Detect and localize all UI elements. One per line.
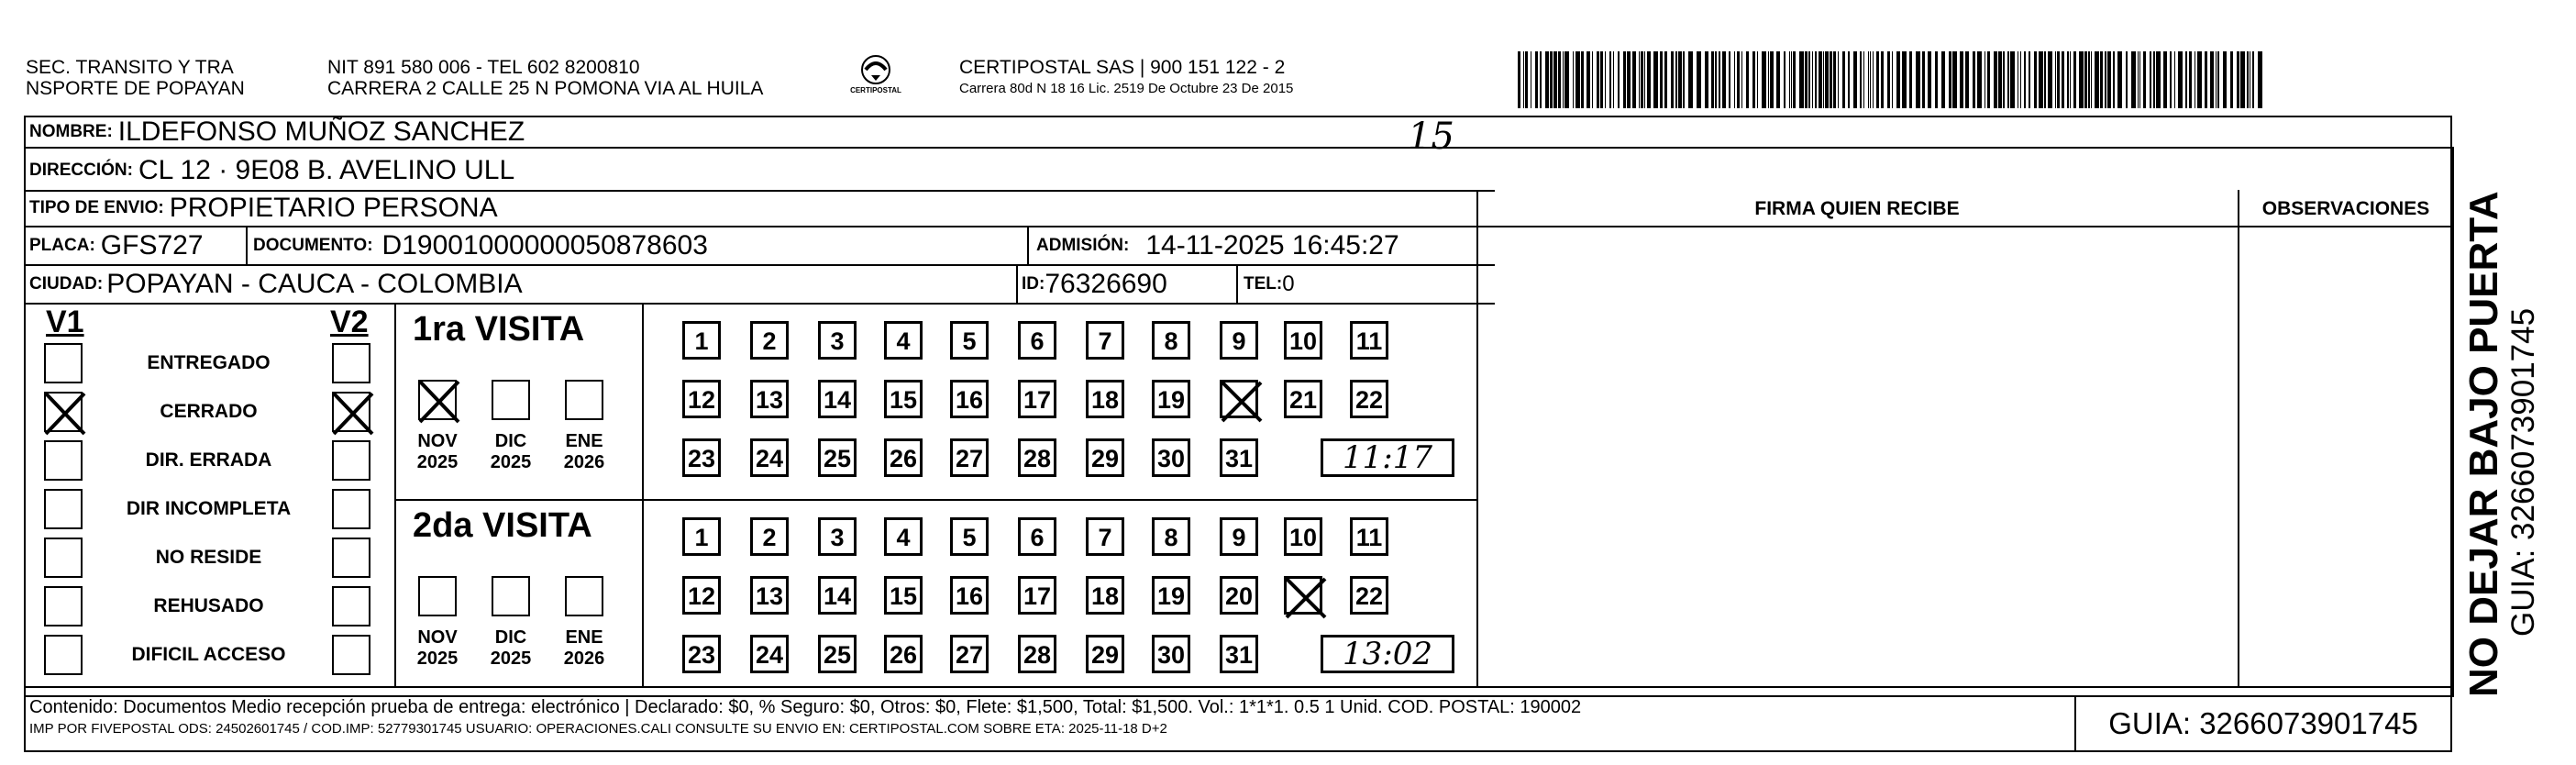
tel-value: 0: [1282, 272, 1295, 296]
id-value: 76326690: [1045, 269, 1167, 299]
nit-line-1: NIT 891 580 006 - TEL 602 8200810: [327, 57, 640, 78]
first-visit-day-20[interactable]: [1220, 380, 1258, 418]
second-visit-day-16[interactable]: 16: [950, 576, 989, 615]
v2-checkbox[interactable]: [332, 489, 370, 529]
nombre-label: NOMBRE:: [29, 122, 113, 141]
first-visit-day-13[interactable]: 13: [750, 380, 789, 418]
v1-checkbox[interactable]: [44, 392, 83, 432]
month-label: [479, 431, 543, 473]
first-visit-day-15[interactable]: 15: [884, 380, 923, 418]
id-label: ID:: [1022, 274, 1045, 294]
admision-row: [1036, 229, 1399, 262]
first-visit-day-30[interactable]: 30: [1152, 438, 1190, 477]
company-block: [959, 57, 1293, 96]
side-text: [2463, 191, 2542, 697]
second-visit-day-13[interactable]: 13: [750, 576, 789, 615]
second-visit-day-18[interactable]: 18: [1086, 576, 1124, 615]
placa-row: [29, 229, 204, 262]
sender-block: [26, 57, 245, 99]
v2-checkbox[interactable]: [332, 586, 370, 626]
tipo-label: TIPO DE ENVIO:: [29, 198, 164, 217]
second-visit-day-25[interactable]: 25: [818, 635, 857, 673]
second-visit-day-31[interactable]: 31: [1220, 635, 1258, 673]
status-label: CERRADO: [160, 401, 258, 422]
second-visit-day-11[interactable]: 11: [1350, 517, 1388, 556]
barcode-graphic: [1518, 51, 2270, 108]
direccion-label: DIRECCIÓN:: [29, 161, 133, 180]
company-line-2: Carrera 80d N 18 16 Lic. 2519 De Octubre 23 De 2015: [959, 81, 1294, 96]
first-visit-day-5[interactable]: 5: [950, 321, 989, 360]
certipostal-logo: [844, 50, 908, 101]
first-visit-day-18[interactable]: 18: [1086, 380, 1124, 418]
second-visit-day-10[interactable]: 10: [1284, 517, 1322, 556]
sender-line-2: NSPORTE DE POPAYAN: [26, 78, 245, 99]
first-visit-day-4[interactable]: 4: [884, 321, 923, 360]
second-visit-day-19[interactable]: 19: [1152, 576, 1190, 615]
month-checkbox[interactable]: [418, 576, 457, 616]
second-visit-day-15[interactable]: 15: [884, 576, 923, 615]
status-label: REHUSADO: [153, 595, 264, 616]
first-visit-day-25[interactable]: 25: [818, 438, 857, 477]
first-visit-day-29[interactable]: 29: [1086, 438, 1124, 477]
barcode: [1518, 51, 2270, 108]
month-name: NOV: [417, 627, 458, 648]
observaciones-header: OBSERVACIONES: [2261, 198, 2430, 219]
tel-row: [1244, 268, 1295, 301]
v1-checkbox[interactable]: [44, 635, 83, 675]
first-visit-title: 1ra VISITA: [413, 310, 585, 349]
month-name: DIC: [494, 431, 527, 451]
side-divider: [2452, 147, 2454, 697]
second-visit-day-6[interactable]: 6: [1018, 517, 1056, 556]
side-warning: NO DEJAR BAJO PUERTA: [2461, 191, 2506, 697]
first-visit-day-19[interactable]: 19: [1152, 380, 1190, 418]
second-visit-title: 2da VISITA: [413, 506, 592, 545]
first-visit-day-24[interactable]: 24: [750, 438, 789, 477]
v2-checkbox[interactable]: [332, 538, 370, 578]
second-visit-day-20[interactable]: 20: [1220, 576, 1258, 615]
admision-label: ADMISIÓN:: [1036, 236, 1130, 255]
month-name: NOV: [417, 431, 458, 451]
first-visit-day-12[interactable]: 12: [682, 380, 721, 418]
ciudad-value: POPAYAN - CAUCA - COLOMBIA: [106, 269, 523, 299]
nombre-row: [29, 117, 525, 147]
status-label: DIR INCOMPLETA: [126, 498, 292, 519]
first-visit-day-26[interactable]: 26: [884, 438, 923, 477]
first-visit-day-31[interactable]: 31: [1220, 438, 1258, 477]
admision-value: 14-11-2025 16:45:27: [1145, 230, 1399, 261]
first-visit-day-28[interactable]: 28: [1018, 438, 1056, 477]
v1-checkbox[interactable]: [44, 586, 83, 626]
second-visit-day-12[interactable]: 12: [682, 576, 721, 615]
logo-text: CERTIPOSTAL: [850, 86, 901, 94]
first-visit-time[interactable]: 11:17: [1321, 438, 1454, 477]
tipo-value: PROPIETARIO PERSONA: [169, 193, 498, 223]
ciudad-label: CIUDAD:: [29, 274, 104, 294]
month-checkbox[interactable]: [492, 576, 530, 616]
first-visit-day-6[interactable]: 6: [1018, 321, 1056, 360]
footer-line-2: IMP POR FIVEPOSTAL ODS: 24502601745 / COD.IMP: 52779301745 USUARIO: OPERACIONES.CALI CONSULTE SU ENVIO EN: CERTIPOSTAL.COM SOBRE ETA: 2025-11-18 D+2: [29, 721, 1167, 737]
first-visit-day-17[interactable]: 17: [1018, 380, 1056, 418]
second-visit-day-29[interactable]: 29: [1086, 635, 1124, 673]
month-name: ENE: [565, 431, 603, 451]
second-visit-day-17[interactable]: 17: [1018, 576, 1056, 615]
month-label: [405, 431, 470, 473]
month-year: 2025: [416, 649, 459, 669]
side-guia: GUIA: 3266073901745: [2505, 307, 2541, 637]
month-checkbox[interactable]: [565, 576, 603, 616]
month-checkbox[interactable]: [565, 380, 603, 420]
second-day-check-mark: [1281, 573, 1331, 623]
status-label: DIFICIL ACCESO: [131, 644, 286, 665]
month-year: 2026: [563, 452, 605, 472]
v1-checkbox[interactable]: [44, 343, 83, 383]
ciudad-row: [29, 268, 523, 301]
second-visit-day-2[interactable]: 2: [750, 517, 789, 556]
first-visit-day-3[interactable]: 3: [818, 321, 857, 360]
second-visit-day-24[interactable]: 24: [750, 635, 789, 673]
second-visit-day-5[interactable]: 5: [950, 517, 989, 556]
month-label: [552, 627, 616, 670]
v2-checkbox[interactable]: [332, 635, 370, 675]
footer-guia: GUIA: 3266073901745: [2074, 695, 2452, 752]
company-line-1: CERTIPOSTAL SAS | 900 151 122 - 2: [959, 57, 1286, 78]
first-visit-day-22[interactable]: 22: [1350, 380, 1388, 418]
first-visit-day-10[interactable]: 10: [1284, 321, 1322, 360]
second-visit-day-23[interactable]: 23: [682, 635, 721, 673]
id-row: [1022, 268, 1167, 301]
direccion-row: [29, 156, 514, 185]
month-check-mark: [415, 376, 464, 427]
v1-check-mark: [40, 388, 90, 439]
second-visit-day-1[interactable]: 1: [682, 517, 721, 556]
first-visit-day-14[interactable]: 14: [818, 380, 857, 418]
v2-checkbox[interactable]: [332, 440, 370, 481]
documento-row: [253, 229, 708, 262]
first-day-check-mark: [1217, 377, 1266, 427]
v2-check-mark: [328, 388, 378, 439]
second-visit-day-27[interactable]: 27: [950, 635, 989, 673]
first-visit-day-16[interactable]: 16: [950, 380, 989, 418]
month-year: 2025: [416, 452, 459, 472]
status-label: ENTREGADO: [147, 352, 271, 373]
first-visit-day-2[interactable]: 2: [750, 321, 789, 360]
second-visit-day-28[interactable]: 28: [1018, 635, 1056, 673]
placa-value: GFS727: [100, 230, 204, 261]
month-checkbox[interactable]: [492, 380, 530, 420]
first-visit-day-9[interactable]: 9: [1220, 321, 1258, 360]
first-visit-day-11[interactable]: 11: [1350, 321, 1388, 360]
month-label: [552, 431, 616, 473]
sender-line-1: SEC. TRANSITO Y TRA: [26, 57, 234, 78]
first-visit-day-8[interactable]: 8: [1152, 321, 1190, 360]
v2-label: V2: [330, 305, 369, 339]
first-visit-day-21[interactable]: 21: [1284, 380, 1322, 418]
nit-block: [327, 57, 763, 99]
month-label: [479, 627, 543, 670]
month-year: 2026: [563, 649, 605, 669]
month-year: 2025: [490, 649, 532, 669]
second-visit-day-9[interactable]: 9: [1220, 517, 1258, 556]
v1-label: V1: [46, 305, 84, 339]
month-year: 2025: [490, 452, 532, 472]
second-visit-day-7[interactable]: 7: [1086, 517, 1124, 556]
v1-checkbox[interactable]: [44, 489, 83, 529]
second-visit-day-30[interactable]: 30: [1152, 635, 1190, 673]
nit-line-2: CARRERA 2 CALLE 25 N POMONA VIA AL HUILA: [327, 78, 764, 99]
nombre-handwritten-note: 15: [1408, 116, 1454, 158]
second-visit-day-3[interactable]: 3: [818, 517, 857, 556]
first-visit-day-7[interactable]: 7: [1086, 321, 1124, 360]
first-visit-day-23[interactable]: 23: [682, 438, 721, 477]
first-visit-day-27[interactable]: 27: [950, 438, 989, 477]
documento-label: DOCUMENTO:: [253, 236, 373, 255]
status-label: NO RESIDE: [155, 547, 262, 568]
firma-header: FIRMA QUIEN RECIBE: [1754, 198, 1960, 219]
second-visit-time[interactable]: 13:02: [1321, 635, 1454, 673]
month-checkbox[interactable]: [418, 380, 457, 420]
month-name: DIC: [494, 627, 527, 648]
second-visit-day-26[interactable]: 26: [884, 635, 923, 673]
status-label: DIR. ERRADA: [145, 449, 272, 471]
second-visit-day-8[interactable]: 8: [1152, 517, 1190, 556]
month-name: ENE: [565, 627, 603, 648]
second-visit-day-22[interactable]: 22: [1350, 576, 1388, 615]
second-visit-day-14[interactable]: 14: [818, 576, 857, 615]
v2-checkbox[interactable]: [332, 343, 370, 383]
first-visit-day-1[interactable]: 1: [682, 321, 721, 360]
v1-checkbox[interactable]: [44, 538, 83, 578]
second-visit-day-21[interactable]: [1284, 576, 1322, 615]
v1-checkbox[interactable]: [44, 440, 83, 481]
month-label: [405, 627, 470, 670]
tel-label: TEL:: [1244, 274, 1283, 294]
v2-checkbox[interactable]: [332, 392, 370, 432]
direccion-value: CL 12 · 9E08 B. AVELINO ULL: [138, 155, 515, 185]
documento-value: D19001000000050878603: [381, 230, 708, 261]
placa-label: PLACA:: [29, 236, 95, 255]
footer-line-1: Contenido: Documentos Medio recepción prueba de entrega: electrónico | Declarado: $0, % Seguro: $0, Otros: $0, Flete: $1,500, Total: $1,500. Vol.: 1*1*1. 0.5 1 Unid. COD. POSTAL: 190002: [29, 697, 1582, 717]
second-visit-day-4[interactable]: 4: [884, 517, 923, 556]
tipo-row: [29, 193, 498, 224]
nombre-value: ILDEFONSO MUÑOZ SANCHEZ: [117, 116, 525, 147]
